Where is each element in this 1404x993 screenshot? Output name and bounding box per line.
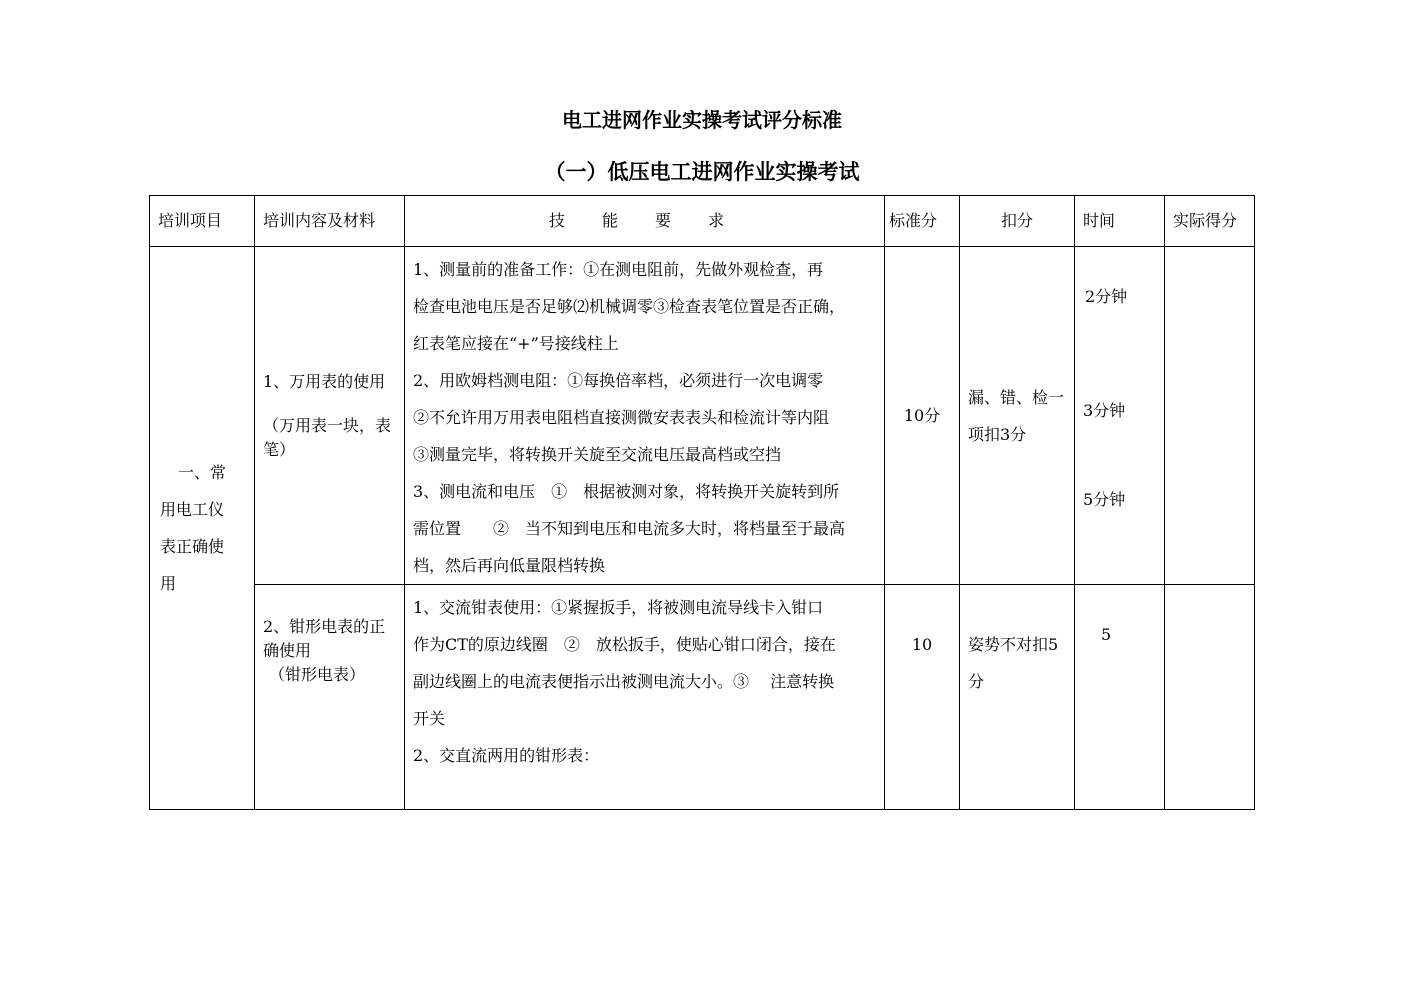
table-row xyxy=(150,247,1255,585)
scoring-table xyxy=(149,195,1255,810)
content-cell xyxy=(255,585,405,810)
document-title: 电工进网作业实操考试评分标准 xyxy=(562,108,842,132)
category-line: 用电工仪 xyxy=(160,500,225,519)
time-value: 3分钟 xyxy=(1083,401,1126,420)
header-cell: 培训内容及材料 xyxy=(255,196,405,247)
time-value: 2分钟 xyxy=(1085,287,1128,306)
time-cell: 5 xyxy=(1075,585,1165,810)
requirement-line: 3、测电流和电压 ① 根据被测对象，将转换开关旋转到所 xyxy=(413,482,840,501)
actual-score-cell xyxy=(1165,247,1255,585)
requirement-line: 2、交直流两用的钳形表： xyxy=(413,746,600,765)
requirement-line: 1、交流钳表使用：①紧握扳手，将被测电流导线卡入钳口 xyxy=(413,598,824,617)
time-value: 5分钟 xyxy=(1083,490,1126,509)
content-material: （万用表一块，表笔） xyxy=(263,415,392,459)
category-line: 一、常 xyxy=(178,463,227,482)
requirement-line: 作为CT的原边线圈 ② 放松扳手，使贴心钳口闭合，接在 xyxy=(413,635,836,654)
deduction-cell: 姿势不对扣5分 xyxy=(960,585,1075,810)
content-material: （钳形电表） xyxy=(269,665,366,684)
actual-score-cell xyxy=(1165,585,1255,810)
requirement-line: ②不允许用万用表电阻档直接测微安表表头和检流计等内阻 xyxy=(413,408,830,427)
time-cell xyxy=(1075,247,1165,585)
header-cell: 扣分 xyxy=(960,196,1075,247)
requirements-cell xyxy=(405,247,885,585)
content-title: 2、钳形电表的正确使用 xyxy=(263,617,386,660)
header-row xyxy=(150,196,1255,247)
category-line: 表正确使 xyxy=(160,537,225,556)
deduction-cell: 漏、错、检一项扣3分 xyxy=(960,247,1075,585)
header-cell: 实际得分 xyxy=(1165,196,1255,247)
requirement-line: 需位置 ② 当不知到电压和电流多大时，将档量至于最高 xyxy=(413,519,846,538)
header-cell: 培训项目 xyxy=(150,196,255,247)
header-cell: 时间 xyxy=(1075,196,1165,247)
content-cell xyxy=(255,247,405,585)
header-cell: 标准分 xyxy=(885,196,960,247)
requirement-line: 档，然后再向低量限档转换 xyxy=(413,556,606,575)
header-cell xyxy=(405,196,885,247)
requirement-line: 红表笔应接在“+”号接线柱上 xyxy=(413,334,619,353)
content-title: 1、万用表的使用 xyxy=(263,371,386,391)
requirement-line: 检查电池电压是否足够⑵机械调零③检查表笔位置是否正确， xyxy=(413,297,846,316)
requirement-line: 2、用欧姆档测电阻：①每换倍率档，必须进行一次电调零 xyxy=(413,371,824,390)
header-cell-text: 技 能 要 求 xyxy=(548,211,741,230)
requirement-line: 开关 xyxy=(413,709,446,728)
requirement-line: 1、测量前的准备工作：①在测电阻前，先做外观检查，再 xyxy=(413,260,824,279)
requirement-line: 副边线圈上的电流表便指示出被测电流大小。③ 注意转换 xyxy=(413,672,835,691)
table-row xyxy=(150,585,1255,810)
category-line: 用 xyxy=(160,574,177,593)
score-cell: 10 xyxy=(885,585,960,810)
requirements-cell xyxy=(405,585,885,810)
score-cell: 10分 xyxy=(885,247,960,585)
section-title: （一）低压电工进网作业实操考试 xyxy=(544,160,860,184)
requirement-line: ③测量完毕，将转换开关旋至交流电压最高档或空挡 xyxy=(413,445,782,464)
category-cell xyxy=(150,247,255,810)
